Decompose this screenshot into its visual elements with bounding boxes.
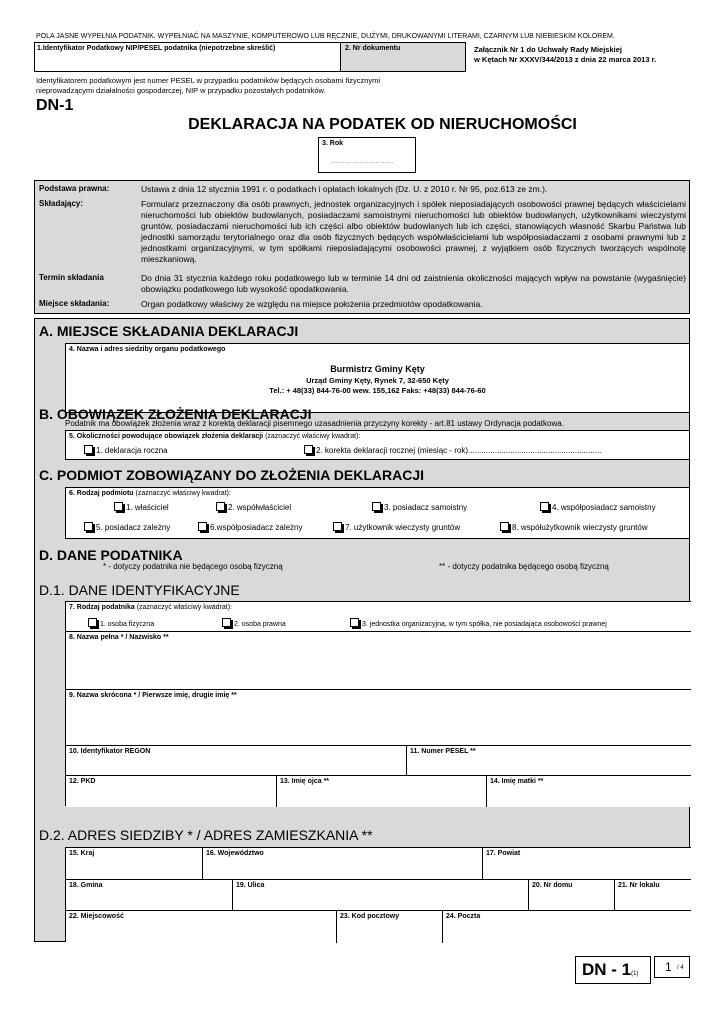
document-number-field	[342, 43, 466, 71]
regon-field[interactable]	[66, 746, 406, 775]
entity-opt-5-label: 5. posiadacz zależny	[96, 523, 171, 532]
option-annual[interactable]	[84, 445, 168, 455]
postal-code-field[interactable]	[336, 911, 442, 943]
postal-code-label: 23. Kod pocztowy	[340, 913, 400, 920]
taxpayer-opt-1-label: 1. osoba fizyczna	[100, 621, 155, 628]
section-d-note2: ** - dotyczy podatnika będącego osobą fizyczną	[439, 562, 609, 571]
tax-office-label: 4. Nazwa i adres siedziby organu podatkowego	[69, 346, 226, 353]
entity-opt-5[interactable]	[84, 522, 170, 532]
entity-opt-2[interactable]	[216, 502, 291, 512]
section-a-title: A. MIEJSCE SKŁADANIA DEKLARACJI	[39, 323, 299, 339]
deadline-text: Do dnia 31 stycznia każdego roku podatkowego lub w terminie 14 dni od zaistnienia okoliczności mających wpływ na powstanie (wygaśnięcie) obowiązku podatkowego lub wysokość opodatkowania.	[141, 273, 686, 294]
entity-opt-6-label: 6.współposiadacz zależny	[210, 523, 303, 532]
taxpayer-type-label: 7. Rodzaj podatnika (zaznaczyć właściwy kwadrat):	[69, 604, 232, 611]
taxpayer-opt-2-label: 2. osoba prawna	[234, 621, 286, 628]
checkbox-annual[interactable]	[84, 445, 93, 454]
taxpayer-opt-2[interactable]	[222, 618, 286, 628]
identifier-note	[36, 76, 380, 96]
taxpayer-data-grid	[65, 601, 691, 806]
taxpayer-opt-3-label: 3. jednostka organizacyjna, w tym spółka, nie posiadająca osobowości prawnej	[362, 621, 607, 628]
filer-text: Formularz przeznaczony dla osób prawnych, jednostek organizacyjnych i spółek nieposiadających osobowości prawnej będących właścicielami nieruchomości lub obiektów budowlanych, posiadaczami samoistnymi nieruchomości lub obiektów budowlanych, użytkownikami wieczystymi gruntów, posiadaczami nieruchomości lub ich części albo obiektów budowlanych lub ich części, stanowiących własność Skarbu Państwa lub jednostki samorządu terytorialnego oraz dla osób fizycznych będących współwłaścicielami lub współposiadaczami z osobami prawnymi lub z jednostkami organizacyjnymi, w tym spółkami nieposiadającymi osobowości prawnej, z wyjątkiem osób fizycznych tworzących wspólnotę mieszkaniową.	[141, 199, 686, 264]
attachment-line1: Załącznik Nr 1 do Uchwały Rady Miejskiej	[474, 45, 622, 54]
apartment-number-label: 21. Nr lokalu	[618, 882, 660, 889]
post-office-label: 24. Poczta	[446, 913, 481, 920]
post-office-field[interactable]	[442, 911, 691, 943]
street-label: 19. Ulica	[236, 882, 265, 889]
house-number-field[interactable]	[528, 880, 614, 910]
place-label: Miejsce składania:	[39, 299, 110, 308]
legal-block	[34, 180, 690, 314]
pkd-label: 12. PKD	[69, 778, 96, 785]
option-correction-label: 2. korekta deklaracji rocznej (miesiąc - rok)............................................................	[316, 446, 602, 455]
country-label: 15. Kraj	[69, 850, 95, 857]
commune-label: 18. Gmina	[69, 882, 103, 889]
office-name: Burmistrz Gminy Kęty	[330, 364, 425, 374]
pesel-field[interactable]	[406, 746, 691, 775]
checkbox-entity-6[interactable]	[198, 522, 207, 531]
checkbox-entity-2[interactable]	[216, 502, 225, 511]
entity-opt-6[interactable]	[198, 522, 303, 532]
footer-page-total: / 4	[677, 965, 684, 971]
house-number-label: 20. Nr domu	[532, 882, 573, 889]
footer-page-box	[654, 956, 690, 978]
father-name-label: 13. Imię ojca **	[280, 778, 330, 785]
document-number-label: 2. Nr dokumentu	[345, 45, 401, 52]
short-name-label: 9. Nazwa skrócona * / Pierwsze imię, drugie imię **	[69, 692, 237, 699]
filer-label: Składający:	[39, 199, 84, 208]
footer-code: DN - 1(1)	[582, 960, 639, 979]
deadline-label: Termin składania	[39, 273, 104, 282]
taxpayer-opt-3[interactable]	[350, 618, 607, 628]
top-note: POLA JASNE WYPEŁNIA PODATNIK. WYPEŁNIAĆ NA MASZYNIE, KOMPUTEROWO LUB RĘCZNIE, DUŻYMI, DRUKOWANYMI LITERAMI, CZARNYM LUB NIEBIESKIM KOLOREM.	[36, 33, 615, 40]
year-field[interactable]	[318, 137, 416, 173]
section-d-note1: * - dotyczy podatnika nie będącego osobą fizyczną	[103, 562, 283, 571]
checkbox-taxpayer-3[interactable]	[350, 618, 359, 627]
attachment-line2: w Kętach Nr XXXV/344/2013 z dnia 22 marca 2013 r.	[474, 55, 657, 64]
entity-opt-3-label: 3. posiadacz samoistny	[384, 503, 468, 512]
section-b-note: Podatnik ma obowiązek złożenia wraz z korektą deklaracji pisemnego uzasadnienia przyczyny korekty - art.81 ustawy Ordynacja podatkowa.	[65, 419, 564, 428]
commune-field[interactable]	[66, 880, 232, 910]
checkbox-entity-7[interactable]	[333, 522, 342, 531]
option-annual-label: 1. deklaracja roczna	[96, 446, 168, 455]
section-c-title: C. PODMIOT ZOBOWIĄZANY DO ZŁOŻENIA DEKLARACJI	[39, 467, 424, 483]
form-code: DN-1	[36, 97, 74, 114]
taxpayer-type-row	[66, 602, 691, 632]
voivodeship-label: 16. Województwo	[206, 850, 264, 857]
circumstances-field	[65, 430, 689, 460]
entity-opt-3[interactable]	[372, 502, 467, 512]
entity-type-field	[65, 487, 689, 539]
regon-pesel-row	[66, 746, 691, 776]
voivodeship-field[interactable]	[202, 848, 482, 879]
checkbox-entity-3[interactable]	[372, 502, 381, 511]
main-title: DEKLARACJA NA PODATEK OD NIERUCHOMOŚCI	[188, 116, 577, 133]
county-label: 17. Powiat	[486, 850, 521, 857]
nip-field-label: 1.Identyfikator Podatkowy NIP/PESEL podatnika (niepotrzebne skreślić)	[37, 45, 276, 52]
entity-opt-1[interactable]	[114, 502, 169, 512]
nip-field[interactable]	[35, 43, 341, 71]
pkd-parents-row	[66, 776, 691, 807]
regon-label: 10. Identyfikator REGON	[69, 748, 151, 755]
basis-text: Ustawa z dnia 12 stycznia 1991 r. o podatkach i opłatach lokalnych (Dz. U. z 2010 r. Nr 95, poz.613 ze zm.).	[141, 184, 548, 194]
city-label: 22. Miejscowość	[69, 913, 124, 920]
entity-opt-7[interactable]	[333, 522, 460, 532]
checkbox-entity-4[interactable]	[540, 502, 549, 511]
address-row-1	[66, 848, 691, 880]
pesel-label: 11. Numer PESEL **	[410, 748, 476, 755]
place-text: Organ podatkowy właściwy ze względu na miejsce położenia przedmiotów opodatkowania.	[141, 299, 483, 309]
address-row-3	[66, 911, 691, 943]
option-correction[interactable]	[304, 445, 601, 455]
entity-opt-4-label: 4. współposiadacz samoistny	[552, 503, 656, 512]
mother-name-label: 14. Imię matki **	[490, 778, 544, 785]
entity-type-label: 6. Rodzaj podmiotu (zaznaczyć właściwy kwadrat):	[69, 490, 231, 497]
footer-page-number: 1	[665, 960, 672, 974]
section-d-title: D. DANE PODATNIKA	[39, 547, 183, 563]
header-fields	[34, 42, 466, 72]
entity-opt-1-label: 1. właściciel	[126, 503, 169, 512]
checkbox-entity-8[interactable]	[500, 522, 509, 531]
footer-form-code	[575, 956, 651, 984]
checkbox-entity-1[interactable]	[114, 502, 123, 511]
apartment-number-field[interactable]	[614, 880, 691, 910]
country-field[interactable]	[66, 848, 202, 879]
checkbox-entity-5[interactable]	[84, 522, 93, 531]
identifier-note-line1: Identyfikatorem podatkowym jest numer PESEL w przypadku podatników będących osobami fizycznymi	[36, 76, 381, 85]
attachment-note	[474, 45, 656, 65]
checkbox-correction[interactable]	[304, 445, 313, 454]
section-d2-title: D.2. ADRES SIEDZIBY * / ADRES ZAMIESZKANIA **	[39, 827, 373, 843]
basis-label: Podstawa prawna:	[39, 184, 110, 193]
pkd-field[interactable]	[66, 776, 276, 807]
circumstances-label: 5. Okoliczności powodujące obowiązek złożenia deklaracji (zaznaczyć właściwy kwadrat):	[69, 433, 361, 440]
entity-opt-4[interactable]	[540, 502, 656, 512]
father-name-field[interactable]	[276, 776, 486, 807]
entity-opt-2-label: 2. współwłaściciel	[228, 503, 292, 512]
form-frame	[34, 318, 690, 942]
section-d1-title: D.1. DANE IDENTYFIKACYJNE	[39, 582, 240, 598]
full-name-field[interactable]	[66, 632, 691, 690]
short-name-field[interactable]	[66, 690, 691, 746]
year-dots: ………………………	[331, 158, 394, 165]
checkbox-taxpayer-1[interactable]	[88, 618, 97, 627]
office-address: Urząd Gminy Kęty, Rynek 7, 32-650 Kęty	[306, 376, 449, 385]
mother-name-field[interactable]	[486, 776, 691, 807]
tax-office-field	[65, 343, 689, 413]
taxpayer-opt-1[interactable]	[88, 618, 154, 628]
address-row-2	[66, 880, 691, 911]
entity-opt-7-label: 7. użytkownik wieczysty gruntów	[345, 523, 461, 532]
street-field[interactable]	[232, 880, 528, 910]
year-label: 3. Rok	[322, 140, 344, 147]
city-field[interactable]	[66, 911, 336, 943]
address-grid	[65, 847, 691, 942]
entity-opt-8[interactable]	[500, 522, 648, 532]
full-name-label: 8. Nazwa pełna * / Nazwisko **	[69, 634, 169, 641]
identifier-note-line2: nieprowadzącymi działalności gospodarczej, NIP w przypadku pozostałych podatników.	[36, 86, 326, 95]
entity-opt-8-label: 8. współużytkownik wieczysty gruntów	[512, 523, 648, 532]
office-phone: Tel.: + 48(33) 844-76-00 wew. 155,162 Faks: +48(33) 844-76-60	[269, 386, 486, 395]
section-b-title: B. OBOWIĄZEK ZŁOŻENIA DEKLARACJI	[39, 406, 312, 422]
checkbox-taxpayer-2[interactable]	[222, 618, 231, 627]
county-field[interactable]	[482, 848, 691, 879]
